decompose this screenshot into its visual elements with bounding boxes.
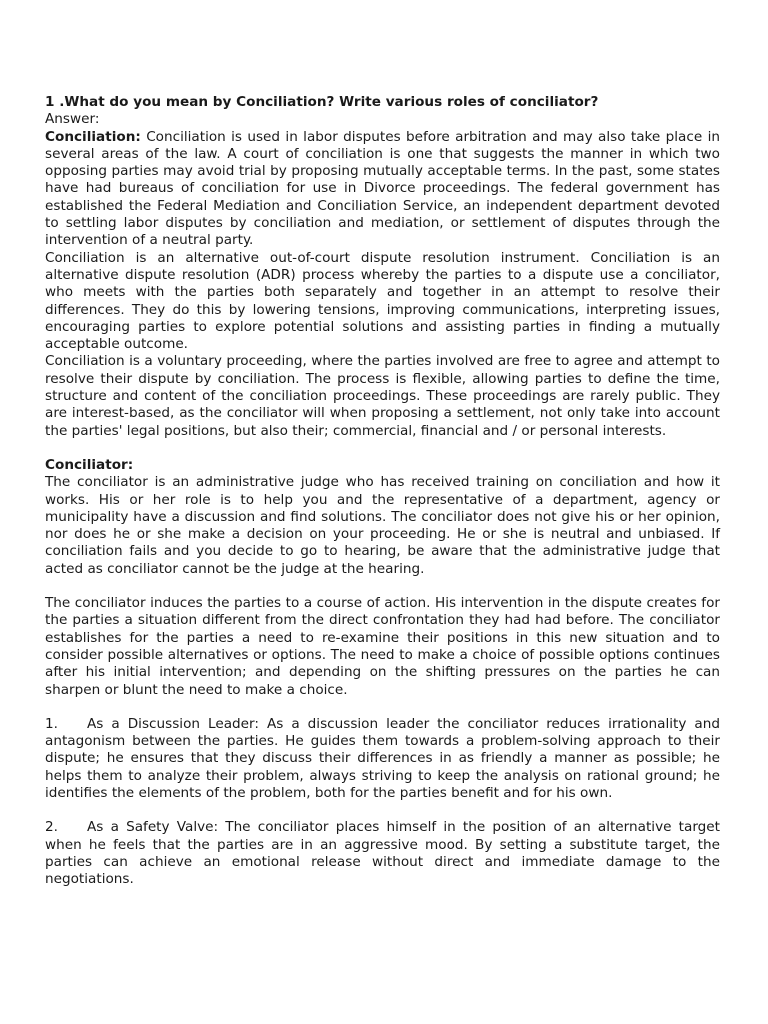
spacer	[45, 440, 720, 457]
spacer	[45, 699, 720, 716]
spacer	[45, 578, 720, 595]
conciliator-paragraph-1: The conciliator is an administrative judge who has received training on conciliation and how it works. His or her role is to help you and the representative of a department, agency or municipality have a discussion and find solutions. The conciliator does not give his or her opinion, nor does he or she make a decision on your proceeding. He or she is neutral and unbiased. If conciliation fails and you decide to go to hearing, be aware that the administrative judge that acted as conciliator cannot be the judge at the hearing.	[45, 474, 720, 577]
role-text: As a Safety Valve: The conciliator places himself in the position of an alternative target when he feels that the parties are in an aggressive mood. By setting a substitute target, the parties can achieve an emotional release without direct and immediate damage to the negotiations.	[45, 819, 720, 888]
document-page	[45, 94, 720, 888]
role-item-1	[45, 716, 720, 802]
conciliation-paragraph-2: Conciliation is an alternative out-of-court dispute resolution instrument. Conciliation is an alternative dispute resolution (ADR) process whereby the parties to a dispute use a conciliator, who meets with the parties both separately and together in an attempt to resolve their differences. They do this by lowering tensions, improving communications, interpreting issues, encouraging parties to explore potential solutions and assisting parties in finding a mutually acceptable outcome.	[45, 249, 720, 353]
spacer	[45, 802, 720, 819]
conciliator-heading: Conciliator:	[45, 456, 134, 473]
role-item-2	[45, 819, 720, 888]
conciliation-text-1: Conciliation is used in labor disputes before arbitration and may also take place in several areas of the law. A court of conciliation is one that suggests the manner in which two opposing parties may avoid trial by proposing mutually acceptable terms. In the past, some states have had bureaus of conciliation for use in Divorce proceedings. The federal government has established the Federal Mediation and Conciliation Service, an independent department devoted to settling labor disputes by conciliation and mediation, or settlement of disputes through the intervention of a neutral party.	[45, 128, 720, 249]
conciliation-heading: Conciliation:	[45, 128, 141, 145]
role-number: 2.	[45, 819, 58, 836]
conciliation-paragraph-1	[45, 129, 720, 250]
role-text: As a Discussion Leader: As a discussion leader the conciliator reduces irrationality and antagonism between the parties. He guides them towards a problem-solving approach to their dispute; he ensures that they discuss their differences in as friendly a manner as possible; he helps them to analyze their problem, always striving to keep the analysis on rational ground; he identifies the elements of the problem, both for the parties benefit and for his own.	[45, 715, 720, 801]
conciliator-paragraph-2: The conciliator induces the parties to a course of action. His intervention in the dispute creates for the parties a situation different from the direct confrontation they had had before. The conciliator establishes for the parties a need to re-examine their positions in this new situation and to consider possible alternatives or options. The need to make a choice of possible options continues after his initial intervention; and depending on the shifting pressures on the parties he can sharpen or blunt the need to make a choice.	[45, 595, 720, 698]
role-number: 1.	[45, 715, 58, 732]
question-title: 1 .What do you mean by Conciliation? Write various roles of conciliator?	[45, 94, 599, 110]
conciliation-paragraph-3: Conciliation is a voluntary proceeding, where the parties involved are free to agree and attempt to resolve their dispute by conciliation. The process is flexible, allowing parties to define the time, structure and content of the conciliation proceedings. These proceedings are rarely public. They are interest-based, as the conciliator will when proposing a settlement, not only take into account the parties' legal positions, but also their; commercial, financial and / or personal interests.	[45, 353, 720, 439]
answer-label: Answer:	[45, 111, 100, 128]
